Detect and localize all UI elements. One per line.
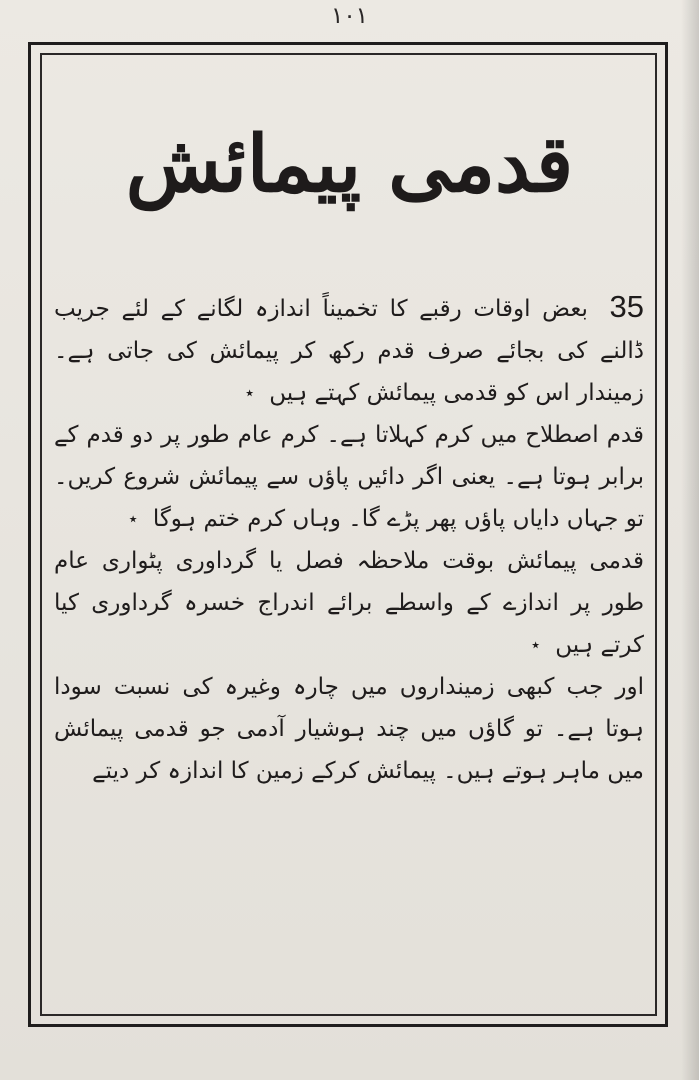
paragraph-end-mark: ٭: [128, 509, 138, 528]
paragraph-text: اور جب کبھی زمینداروں میں چارہ وغیرہ کی نسبت سودا ہوتا ہے۔ تو گاؤں میں چند ہوشیار آدمی جو قدمی پیمائش میں ماہر ہوتے ہیں۔ پیمائش کرکے زمین کا اندازہ کر دیتے: [54, 674, 644, 784]
paragraph-text: قدم اصطلاح میں کرم کہلاتا ہے۔ کرم عام طور پر دو قدم کے برابر ہوتا ہے۔ یعنی اگر دائیں پاؤں سے پیمائش شروع کریں۔ تو جہاں دایاں پاؤں پھر پڑے گا۔ وہاں کرم ختم ہوگا: [54, 422, 644, 532]
article-body: [54, 286, 644, 792]
page-number: ١٠١: [330, 3, 369, 29]
paragraph-35: [54, 286, 644, 414]
page-title: قدمی پیمائش: [125, 119, 574, 210]
paragraph-end-mark: ٭: [245, 383, 254, 402]
paragraph-fodder-trade: [54, 666, 644, 792]
paragraph-end-mark: ٭: [531, 635, 540, 654]
paragraph-girdawari: [54, 540, 644, 666]
paragraph-qadam-definition: [54, 414, 644, 540]
paragraph-number: 35: [609, 289, 645, 324]
paragraph-text: قدمی پیمائش بوقت ملاحظہ فصل یا گرداوری پٹواری عام طور پر اندازے کے واسطے برائے اندراج خسرہ گرداوری کیا کرتے ہیں: [54, 548, 644, 658]
paragraph-text: بعض اوقات رقبے کا تخمیناً اندازہ لگانے کے لئے جریب ڈالنے کی بجائے صرف قدم رکھ کر پیمائش کی جاتی ہے۔ زمیندار اس کو قدمی پیمائش کہتے ہیں: [54, 296, 644, 406]
